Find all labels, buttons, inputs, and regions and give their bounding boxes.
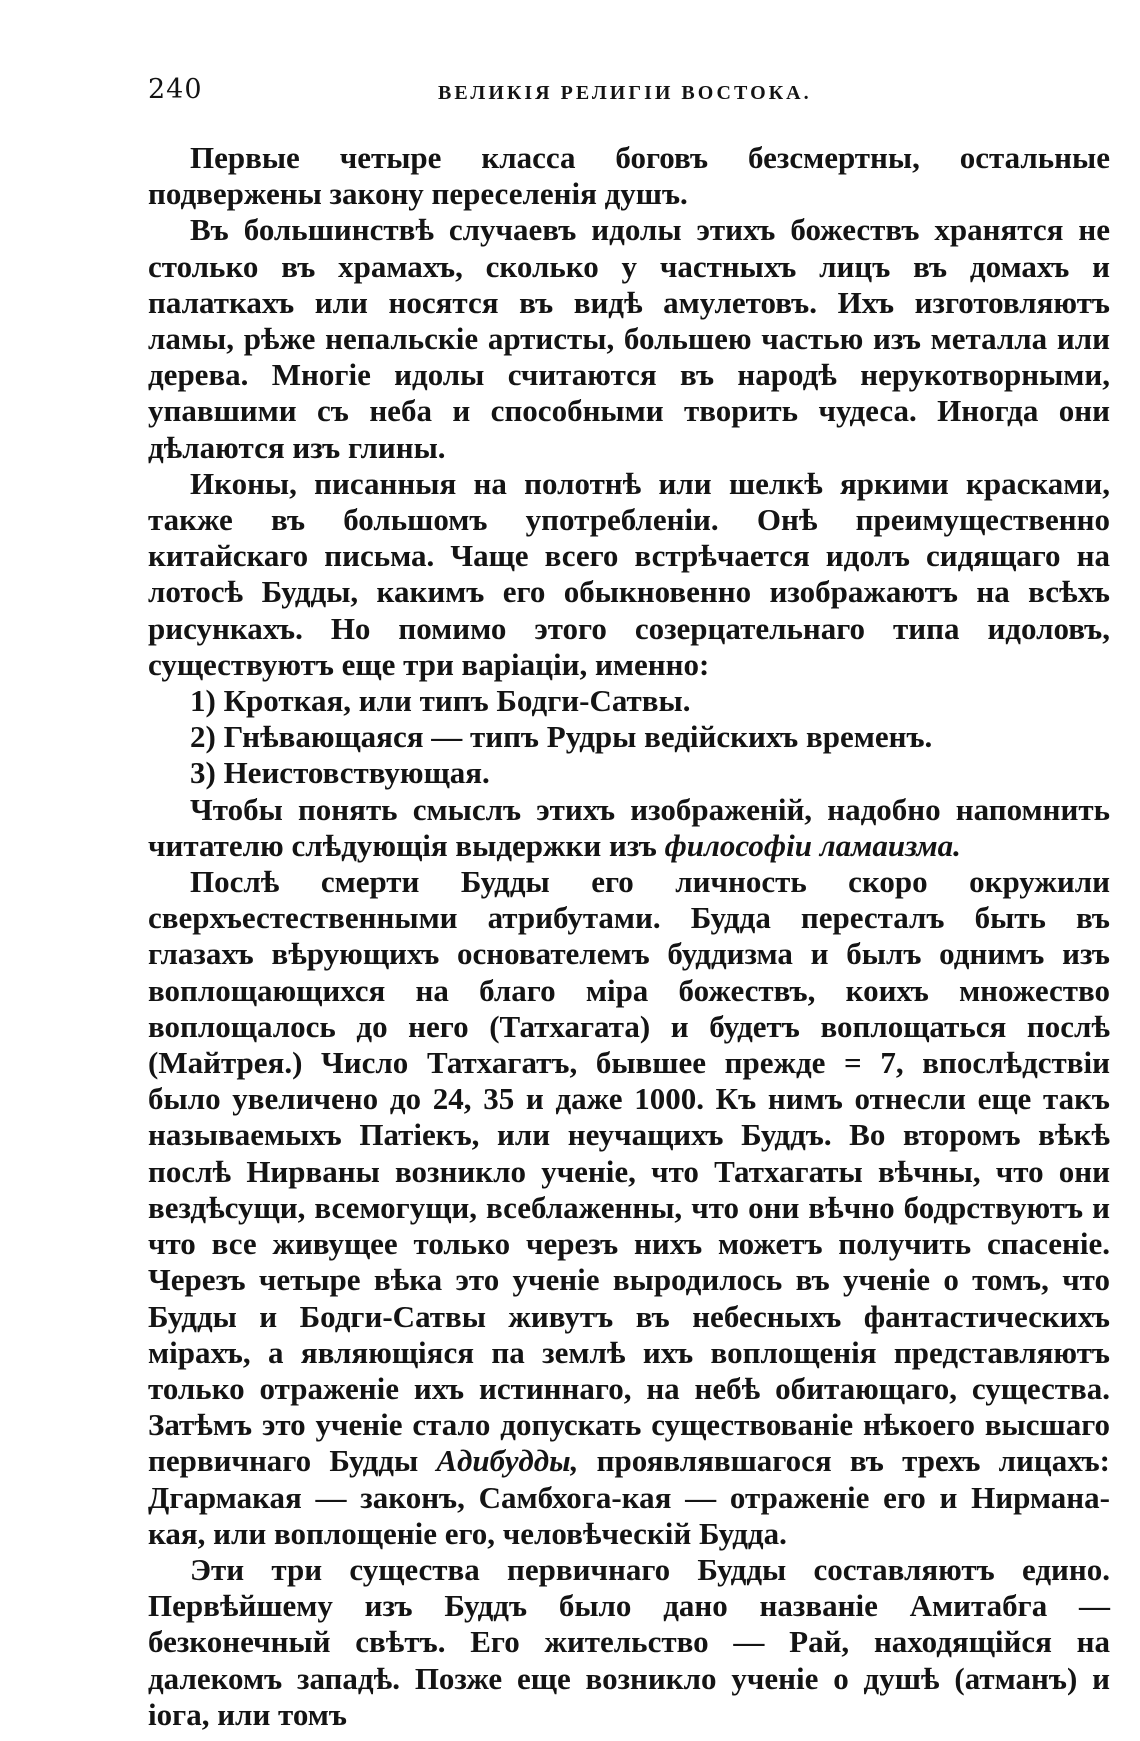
list-item-3: 3) Неистовствующая. — [190, 755, 490, 791]
paragraph-5-text-a: Послѣ смерти Будды его личность скоро окружили сверхъестественными атрибутами. Будда пересталъ быть въ глазахъ вѣрующихъ основателемъ буддизма и былъ однимъ изъ воплощающихся на благо міра божествъ, коихъ множество воплощалось до него (Татхагата) и будетъ воплощаться послѣ (Майтрея.) Число Татхагатъ, бывшее прежде = 7, впослѣдствіи было увеличено до 24, 35 и даже 1000. Къ нимъ отнесли еще такъ называемыхъ Патіекъ, или неучащихъ Буддъ. Во второмъ вѣкѣ послѣ Нирваны возникло ученіе, что Татхагаты вѣчны, что они вездѣсущи, всемогущи, всеблаженны, что они вѣчно бодрствуютъ и что все живущее только черезъ нихъ можетъ получить спасеніе. Черезъ четыре вѣка это ученіе выродилось въ ученіе о томъ, что Будды и Бодги-Сатвы живутъ въ небесныхъ фантастическихъ мірахъ, а являющіяся па землѣ ихъ воплощенія представляютъ только отраженіе ихъ истиннаго, на небѣ обитающаго, существа. Затѣмъ это ученіе стало допускать существованіе нѣкоего высшаго первичнаго Будды — [148, 864, 1110, 1479]
list-item-1: 1) Кроткая, или типъ Бодги-Сатвы. — [190, 683, 691, 719]
paragraph-4-italic: философіи ламаизма. — [664, 827, 961, 863]
paragraph-3: Иконы, писанныя на полотнѣ или шелкѣ яркими красками, также въ большомъ употребленіи. Онѣ преимущественно китайскаго письма. Чаще всего встрѣчается идолъ сидящаго на лотосѣ Будды, какимъ его обыкновенно изображаютъ на всѣхъ рисункахъ. Но помимо этого созерцательнаго типа идоловъ, существуютъ еще три варіаціи, именно: — [148, 465, 1110, 682]
paragraph-6: Эти три существа первичнаго Будды составляютъ едино. Первѣйшему изъ Буддъ было дано названіе Амитабга — безконечный свѣтъ. Его жительство — Рай, находящійся на далекомъ западѣ. Позже еще возникло ученіе о душѣ (атманъ) и іога, или томъ — [148, 1551, 1110, 1732]
paragraph-5 — [148, 864, 1110, 1552]
book-page — [148, 70, 1110, 1732]
running-title: ВЕЛИКІЯ РЕЛИГІИ ВОСТОКА. — [438, 82, 812, 104]
running-head — [148, 70, 1110, 114]
page-number: 240 — [148, 74, 203, 105]
paragraph-2: Въ большинствѣ случаевъ идолы этихъ божествъ хранятся не столько въ храмахъ, сколько у частныхъ лицъ въ домахъ и палаткахъ или носятся въ видѣ амулетовъ. Ихъ изготовляютъ ламы, рѣже непальскіе артисты, большею частью изъ металла или дерева. Многіе идолы считаются въ народѣ нерукотворными, упавшими съ неба и способными творить чудеса. Иногда они дѣлаются изъ глины. — [148, 212, 1110, 465]
paragraph-4 — [148, 792, 1110, 864]
paragraph-1: Первые четыре класса боговъ безсмертны, остальные подвержены закону переселенія душъ. — [148, 140, 1110, 212]
paragraph-5-text-b: проявлявшагося въ трехъ лицахъ: Дгармакая — законъ, Самбхога-кая — отраженіе его и Нирмана-кая, или воплощеніе его, человѣческій Будда. — [148, 1443, 1110, 1551]
list-item-2: 2) Гнѣвающаяся — типъ Рудры ведійскихъ временъ. — [190, 719, 933, 755]
paragraph-5-italic: Адибудды, — [436, 1443, 579, 1479]
paragraph-4-text: Чтобы понять смыслъ этихъ изображеній, надобно напомнить читателю слѣдующія выдержки изъ — [148, 791, 1110, 863]
